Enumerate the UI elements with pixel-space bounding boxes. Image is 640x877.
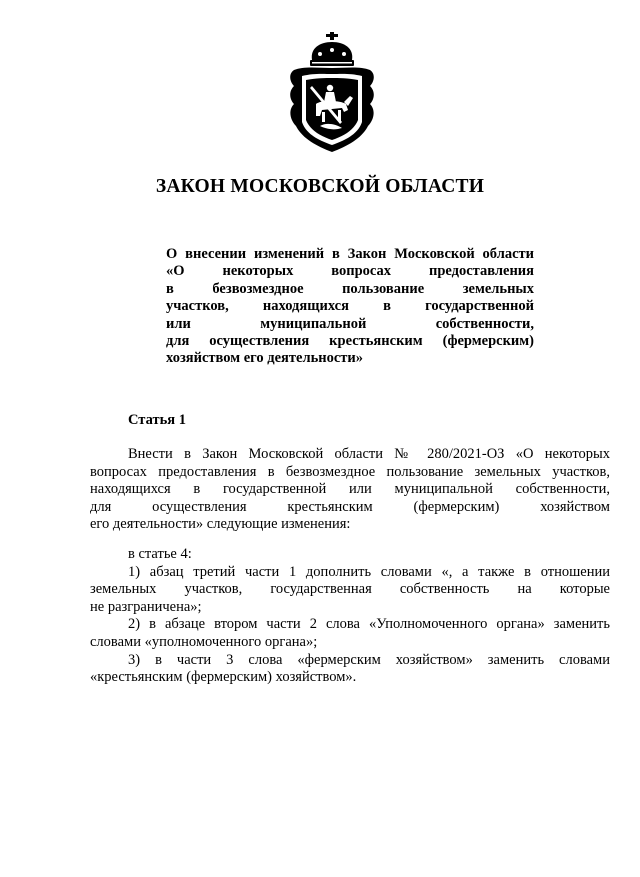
subject-line: или муниципальной собственности, — [166, 315, 534, 332]
subject-line: хозяйством его деятельности» — [166, 350, 364, 367]
paragraph-line: земельных участков, государственная собственность на которые — [90, 581, 610, 598]
paragraph-line: 1) абзац третий части 1 дополнить словами «, а также в отношении — [128, 563, 610, 580]
article-heading: Статья 1 — [128, 412, 186, 428]
subject-line: участков, находящихся в государственной — [166, 298, 534, 315]
paragraph-line: для осуществления крестьянским (фермерским) хозяйством — [90, 498, 610, 515]
coat-of-arms-icon — [286, 30, 378, 158]
changes-list — [90, 546, 610, 687]
paragraph-line: Внести в Закон Московской области № 280/2021-ОЗ «О некоторых — [128, 446, 610, 462]
paragraph-line: в статье 4: — [128, 546, 192, 562]
law-subject — [166, 246, 534, 368]
paragraph-line: словами «уполномоченного органа»; — [90, 633, 318, 650]
subject-line: в безвозмездное пользование земельных — [166, 280, 534, 297]
subject-line: «О некоторых вопросах предоставления — [166, 263, 534, 280]
paragraph-line: находящихся в государственной или муниципальной собственности, — [90, 481, 610, 498]
paragraph-line: вопросах предоставления в безвозмездное пользование земельных участков, — [90, 463, 610, 480]
intro-paragraph — [90, 446, 610, 534]
subject-line: О внесении изменений в Закон Московской области — [166, 246, 534, 262]
subject-line: для осуществления крестьянским (фермерским) — [166, 332, 534, 349]
paragraph-line: не разграничена»; — [90, 598, 202, 615]
paragraph-line: 3) в части 3 слова «фермерским хозяйством» заменить словами — [128, 651, 610, 668]
paragraph-line: 2) в абзаце втором части 2 слова «Уполномоченного органа» заменить — [128, 616, 610, 633]
paragraph-line: его деятельности» следующие изменения: — [90, 516, 351, 533]
document-title: ЗАКОН МОСКОВСКОЙ ОБЛАСТИ — [155, 176, 485, 197]
paragraph-line: «крестьянским (фермерским) хозяйством». — [90, 669, 357, 686]
